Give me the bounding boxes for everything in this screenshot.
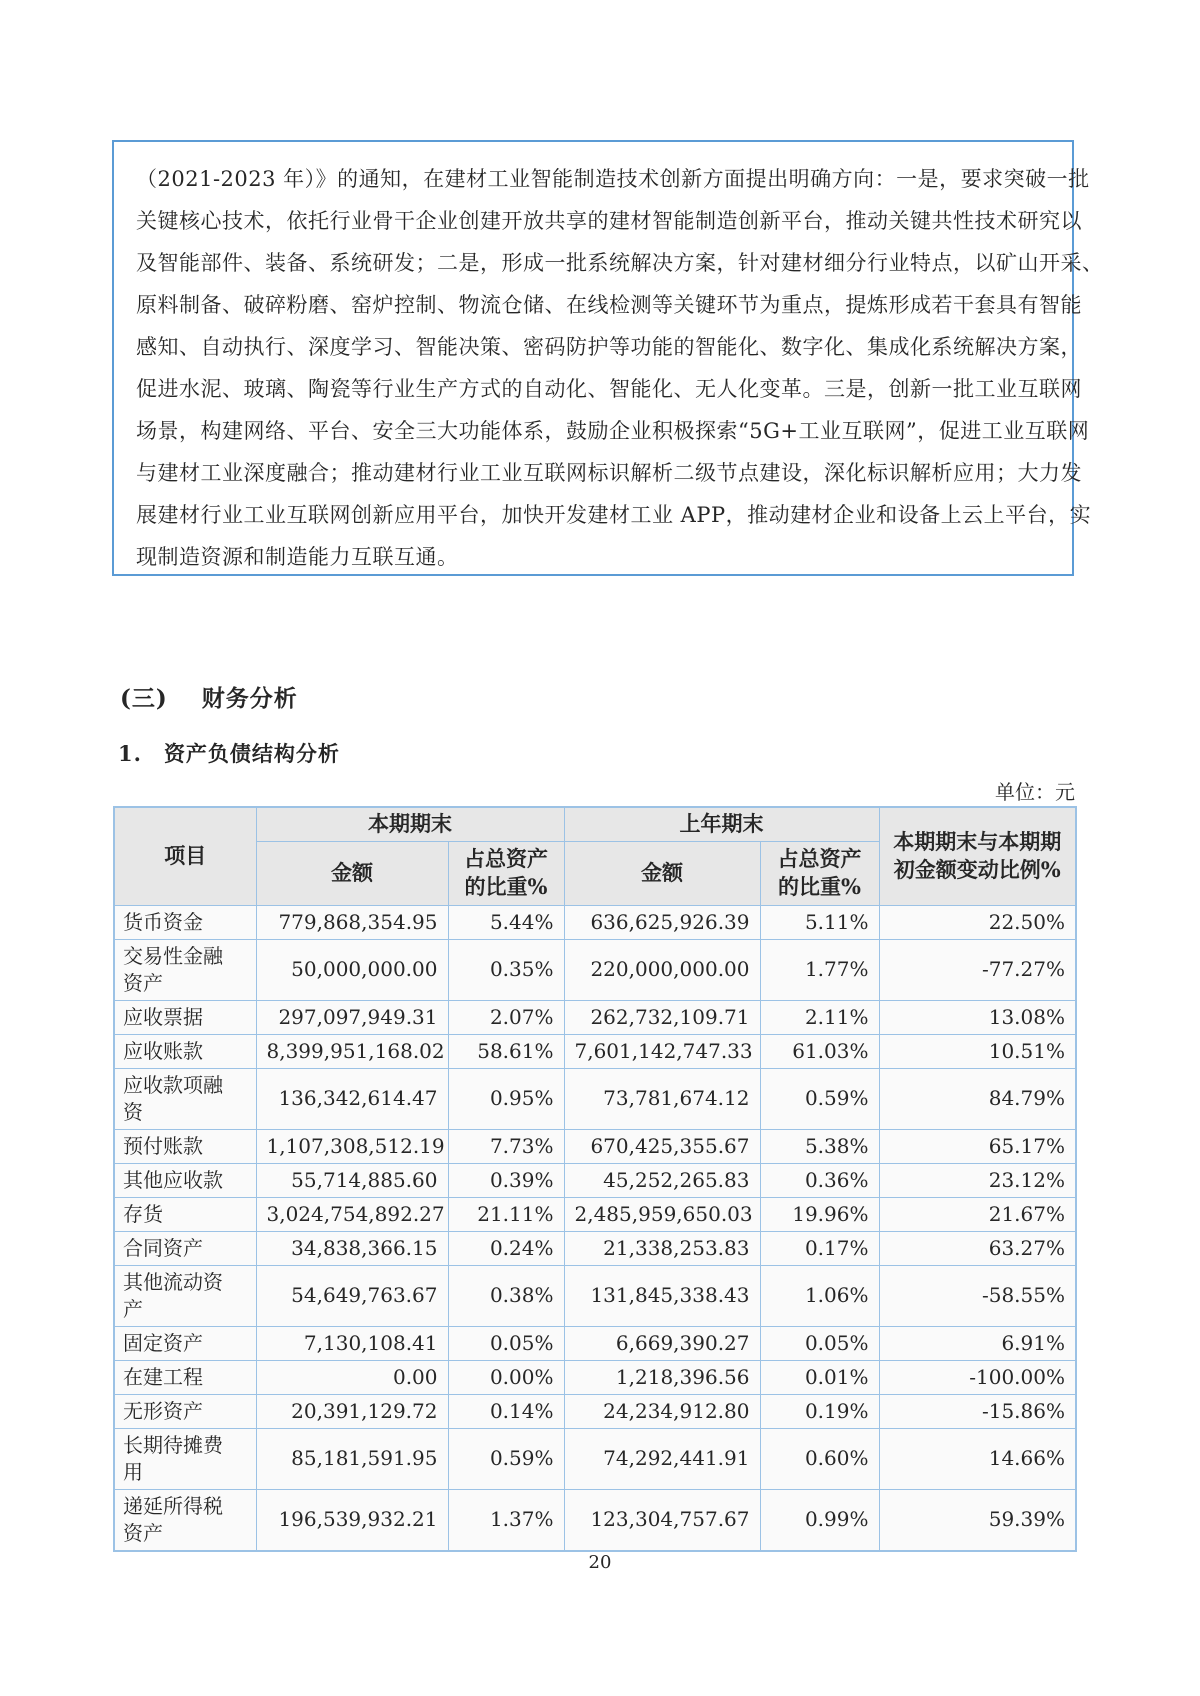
table-row xyxy=(114,905,1076,939)
value-cell: 7,601,142,747.33 xyxy=(564,1034,760,1068)
value-cell: 21.67% xyxy=(879,1197,1076,1231)
value-cell: 636,625,926.39 xyxy=(564,905,760,939)
value-cell: 54,649,763.67 xyxy=(256,1265,448,1326)
value-cell: 8,399,951,168.02 xyxy=(256,1034,448,1068)
value-cell: 2.07% xyxy=(448,1000,564,1034)
value-cell: 0.17% xyxy=(760,1231,879,1265)
value-cell: 0.36% xyxy=(760,1163,879,1197)
value-cell: 21,338,253.83 xyxy=(564,1231,760,1265)
value-cell: 63.27% xyxy=(879,1231,1076,1265)
value-cell: -15.86% xyxy=(879,1394,1076,1428)
value-cell: 0.95% xyxy=(448,1068,564,1129)
value-cell: 0.35% xyxy=(448,939,564,1000)
paragraph-line: 场景，构建网络、平台、安全三大功能体系，鼓励企业积极探索“5G+工业互联网”，促进工业互联网 xyxy=(136,419,1090,443)
value-cell: 7.73% xyxy=(448,1129,564,1163)
table-row xyxy=(114,1360,1076,1394)
value-cell: 0.01% xyxy=(760,1360,879,1394)
header-change-ratio: 本期期末与本期期初金额变动比例% xyxy=(879,807,1076,905)
value-cell: 61.03% xyxy=(760,1034,879,1068)
header-pct-current: 占总资产的比重% xyxy=(448,841,564,905)
value-cell: 0.24% xyxy=(448,1231,564,1265)
value-cell: 22.50% xyxy=(879,905,1076,939)
value-cell: 65.17% xyxy=(879,1129,1076,1163)
value-cell: 262,732,109.71 xyxy=(564,1000,760,1034)
value-cell: 5.38% xyxy=(760,1129,879,1163)
section-title: 财务分析 xyxy=(201,685,298,712)
header-prior-period: 上年期末 xyxy=(564,807,879,841)
value-cell: 0.99% xyxy=(760,1489,879,1551)
value-cell: 670,425,355.67 xyxy=(564,1129,760,1163)
value-cell: 0.39% xyxy=(448,1163,564,1197)
item-cell: 存货 xyxy=(114,1197,256,1231)
value-cell: 5.11% xyxy=(760,905,879,939)
item-cell: 长期待摊费用 xyxy=(114,1428,256,1489)
item-cell: 应收账款 xyxy=(114,1034,256,1068)
table-row xyxy=(114,1231,1076,1265)
value-cell: 84.79% xyxy=(879,1068,1076,1129)
value-cell: 34,838,366.15 xyxy=(256,1231,448,1265)
value-cell: 14.66% xyxy=(879,1428,1076,1489)
value-cell: 85,181,591.95 xyxy=(256,1428,448,1489)
table-row xyxy=(114,1034,1076,1068)
table-row xyxy=(114,1000,1076,1034)
value-cell: 0.05% xyxy=(448,1326,564,1360)
value-cell: 0.00 xyxy=(256,1360,448,1394)
value-cell: -77.27% xyxy=(879,939,1076,1000)
sub-heading-title: 资产负债结构分析 xyxy=(163,741,340,766)
value-cell: 50,000,000.00 xyxy=(256,939,448,1000)
item-cell: 其他应收款 xyxy=(114,1163,256,1197)
assets-table xyxy=(113,806,1077,1552)
value-cell: 45,252,265.83 xyxy=(564,1163,760,1197)
value-cell: 1,107,308,512.19 xyxy=(256,1129,448,1163)
item-cell: 固定资产 xyxy=(114,1326,256,1360)
value-cell: 59.39% xyxy=(879,1489,1076,1551)
table-row xyxy=(114,1129,1076,1163)
value-cell: 58.61% xyxy=(448,1034,564,1068)
paragraph-line: 现制造资源和制造能力互联互通。 xyxy=(136,545,459,569)
item-cell: 货币资金 xyxy=(114,905,256,939)
value-cell: 196,539,932.21 xyxy=(256,1489,448,1551)
value-cell: 73,781,674.12 xyxy=(564,1068,760,1129)
header-row-1 xyxy=(114,807,1076,841)
item-cell: 无形资产 xyxy=(114,1394,256,1428)
section-number: (三) xyxy=(120,685,168,712)
header-item: 项目 xyxy=(114,807,256,905)
header-amount-current: 金额 xyxy=(256,841,448,905)
item-cell: 其他流动资产 xyxy=(114,1265,256,1326)
paragraph-line: 及智能部件、装备、系统研发；二是，形成一批系统解决方案，针对建材细分行业特点，以矿山开采、 xyxy=(136,251,1104,275)
value-cell: 10.51% xyxy=(879,1034,1076,1068)
value-cell: 0.59% xyxy=(448,1428,564,1489)
page-number: 20 xyxy=(588,1552,612,1573)
table-body xyxy=(114,905,1076,1551)
paragraph-line: 与建材工业深度融合；推动建材行业工业互联网标识解析二级节点建设，深化标识解析应用；大力发 xyxy=(136,461,1082,485)
paragraph-line: 原料制备、破碎粉磨、窑炉控制、物流仓储、在线检测等关键环节为重点，提炼形成若干套具有智能 xyxy=(136,293,1082,317)
item-cell: 交易性金融资产 xyxy=(114,939,256,1000)
value-cell: 1.06% xyxy=(760,1265,879,1326)
paragraph-line: 感知、自动执行、深度学习、智能决策、密码防护等功能的智能化、数字化、集成化系统解决方案， xyxy=(136,335,1082,359)
table-row xyxy=(114,1326,1076,1360)
value-cell: 21.11% xyxy=(448,1197,564,1231)
value-cell: 220,000,000.00 xyxy=(564,939,760,1000)
unit-label: 单位：元 xyxy=(995,780,1075,804)
header-pct-prior: 占总资产的比重% xyxy=(760,841,879,905)
paragraph-line: 展建材行业工业互联网创新应用平台，加快开发建材工业 APP，推动建材企业和设备上云上平台，实 xyxy=(136,503,1092,527)
section-heading xyxy=(120,680,298,713)
table-header xyxy=(114,807,1076,905)
value-cell: 0.14% xyxy=(448,1394,564,1428)
value-cell: 0.00% xyxy=(448,1360,564,1394)
value-cell: 74,292,441.91 xyxy=(564,1428,760,1489)
value-cell: 0.05% xyxy=(760,1326,879,1360)
value-cell: 3,024,754,892.27 xyxy=(256,1197,448,1231)
table-row xyxy=(114,939,1076,1000)
table-row xyxy=(114,1265,1076,1326)
header-amount-prior: 金额 xyxy=(564,841,760,905)
value-cell: 7,130,108.41 xyxy=(256,1326,448,1360)
paragraph-line: 促进水泥、玻璃、陶瓷等行业生产方式的自动化、智能化、无人化变革。三是，创新一批工业互联网 xyxy=(136,377,1082,401)
paragraph-line: （2021-2023 年）》的通知，在建材工业智能制造技术创新方面提出明确方向：一是，要求突破一批 xyxy=(136,167,1090,191)
table-row xyxy=(114,1197,1076,1231)
value-cell: 0.59% xyxy=(760,1068,879,1129)
item-cell: 在建工程 xyxy=(114,1360,256,1394)
sub-heading-number: 1. xyxy=(118,741,142,766)
value-cell: 5.44% xyxy=(448,905,564,939)
sub-heading xyxy=(118,738,340,768)
value-cell: 20,391,129.72 xyxy=(256,1394,448,1428)
value-cell: 1.77% xyxy=(760,939,879,1000)
table-row xyxy=(114,1163,1076,1197)
value-cell: 2,485,959,650.03 xyxy=(564,1197,760,1231)
value-cell: 0.60% xyxy=(760,1428,879,1489)
value-cell: 24,234,912.80 xyxy=(564,1394,760,1428)
item-cell: 应收款项融资 xyxy=(114,1068,256,1129)
header-current-period: 本期期末 xyxy=(256,807,564,841)
value-cell: 0.19% xyxy=(760,1394,879,1428)
value-cell: -58.55% xyxy=(879,1265,1076,1326)
value-cell: 1.37% xyxy=(448,1489,564,1551)
value-cell: 131,845,338.43 xyxy=(564,1265,760,1326)
table-row xyxy=(114,1394,1076,1428)
value-cell: 19.96% xyxy=(760,1197,879,1231)
value-cell: 0.38% xyxy=(448,1265,564,1326)
highlight-box xyxy=(112,140,1104,576)
value-cell: 779,868,354.95 xyxy=(256,905,448,939)
value-cell: 123,304,757.67 xyxy=(564,1489,760,1551)
value-cell: 6.91% xyxy=(879,1326,1076,1360)
item-cell: 合同资产 xyxy=(114,1231,256,1265)
value-cell: 297,097,949.31 xyxy=(256,1000,448,1034)
table-row xyxy=(114,1068,1076,1129)
value-cell: 55,714,885.60 xyxy=(256,1163,448,1197)
value-cell: 23.12% xyxy=(879,1163,1076,1197)
table-row xyxy=(114,1428,1076,1489)
value-cell: 136,342,614.47 xyxy=(256,1068,448,1129)
value-cell: 2.11% xyxy=(760,1000,879,1034)
table-row xyxy=(114,1489,1076,1551)
value-cell: 6,669,390.27 xyxy=(564,1326,760,1360)
item-cell: 递延所得税资产 xyxy=(114,1489,256,1551)
value-cell: -100.00% xyxy=(879,1360,1076,1394)
item-cell: 应收票据 xyxy=(114,1000,256,1034)
paragraph-line: 关键核心技术，依托行业骨干企业创建开放共享的建材智能制造创新平台，推动关键共性技术研究以 xyxy=(136,209,1082,233)
item-cell: 预付账款 xyxy=(114,1129,256,1163)
value-cell: 13.08% xyxy=(879,1000,1076,1034)
value-cell: 1,218,396.56 xyxy=(564,1360,760,1394)
